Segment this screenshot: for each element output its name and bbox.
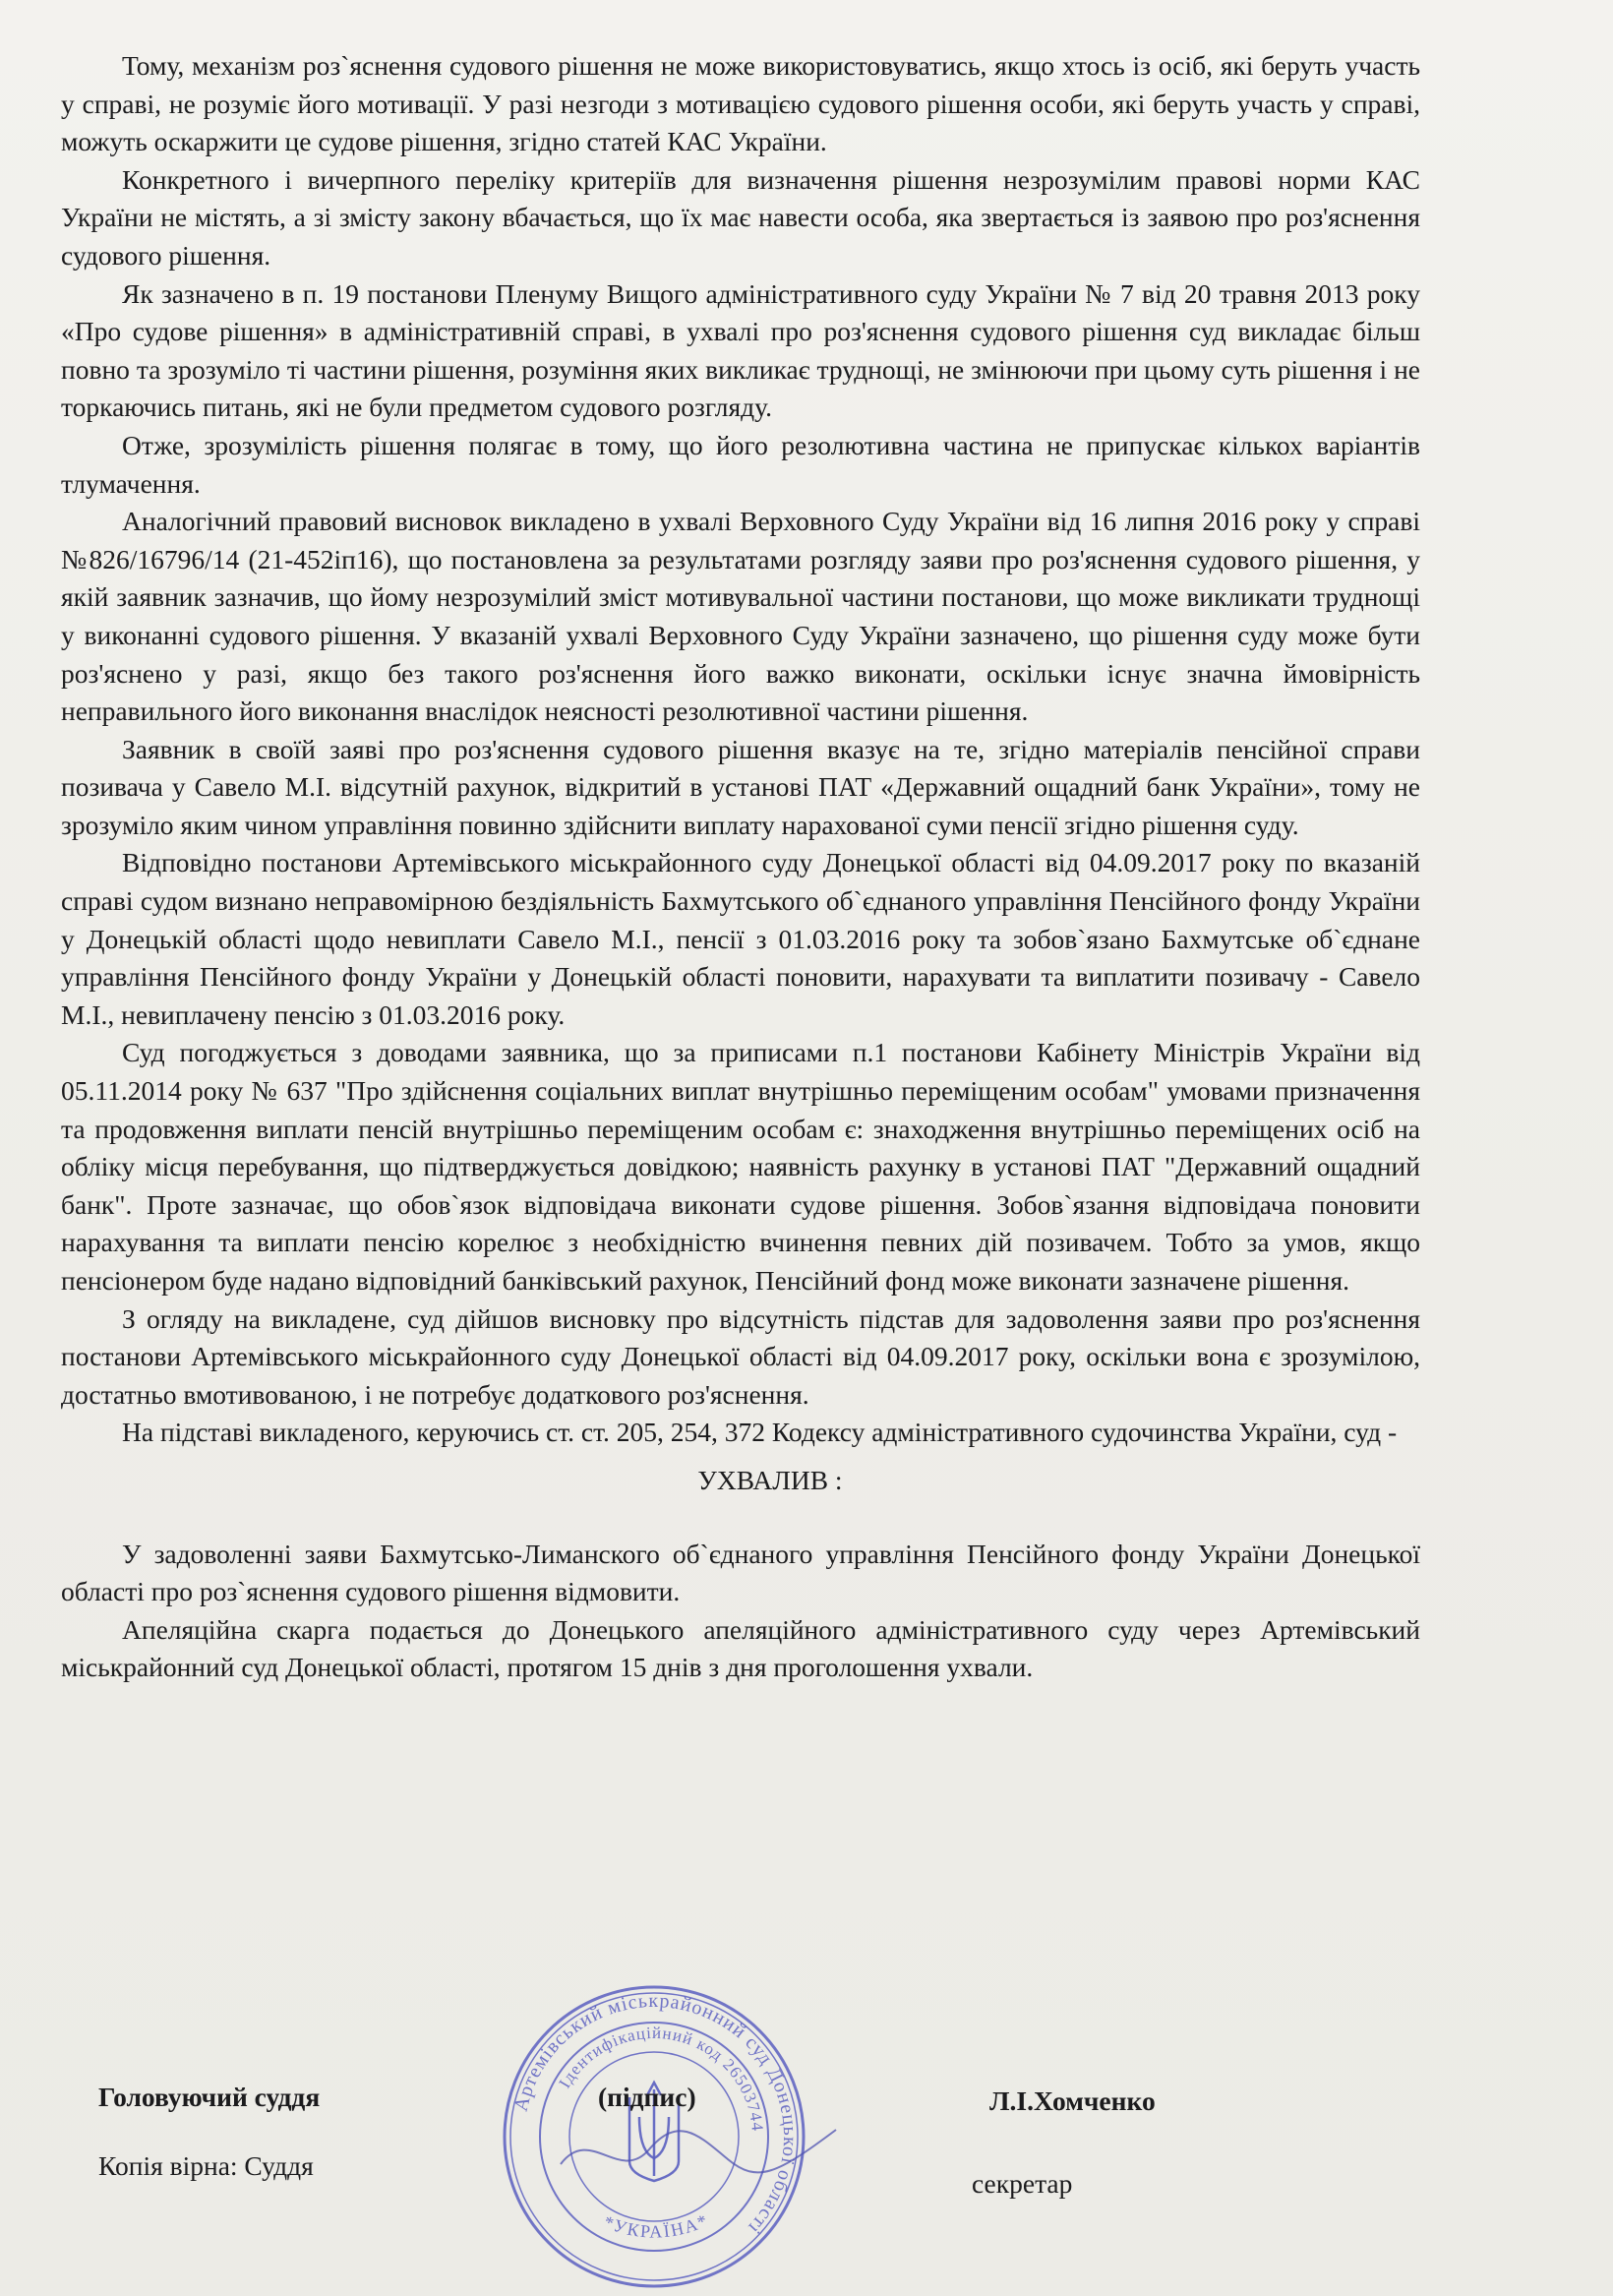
- handwritten-signature: [551, 2115, 846, 2194]
- paragraph: Отже, зрозумілість рішення полягає в тому, що його резолютивна частина не припускає кількох варіантів тлумачення.: [61, 429, 1420, 499]
- paragraph: Суд погоджується з доводами заявника, що за приписами п.1 постанови Кабінету Міністрів України від 05.11.2014 року № 637 "Про здійснення соціальних виплат внутрішньо переміщеним особам" умовами призначення та продовження виплати пенсій внутрішньо переміщеним особам є: знаходження внутрішньо переміщених осіб на обліку місця перебування, що підтверджується довідкою; наявність рахунку в установі ПАТ "Державний ощадний банк". Проте зазначає, що обов`язок відповідача виконати судове рішення. Зобов`язання відповідача поновити нарахування та виплати пенсію корелює з необхідністю вчинення певних дій позивачем. Тобто за умов, якщо пенсіонером буде надано відповідний банківський рахунок, Пенсійний фонд може виконати зазначене рішення.: [61, 1037, 1420, 1296]
- presiding-judge-label: Головуючий суддя: [98, 2082, 321, 2112]
- paragraph: Відповідно постанови Артемівського міськрайонного суду Донецької області від 04.09.2017 року по вказаній справі судом визнано неправомірною бездіяльність Бахмутського об`єднаного управління Пенсійного фонду України у Донецькій області щодо невиплати Савело М.І., пенсії з 01.03.2016 року та зобов`язано Бахмутське об`єднане управління Пенсійного фонду України у Донецькій області поновити, нарахувати та виплатити позивачу - Савело М.І., невиплачену пенсію з 01.03.2016 року.: [61, 847, 1420, 1030]
- resolution-paragraph: Апеляційна скарга подається до Донецького апеляційного адміністративного суду через Артемівський міськрайонний суд Донецької області, протягом 15 днів з дня проголошення ухвали.: [61, 1613, 1420, 1683]
- paragraph: Тому, механізм роз`яснення судового рішення не може використовуватись, якщо хтось із осіб, які беруть участь у справі, не розуміє його мотивації. У разі незгоди з мотивацією судового рішення особи, які беруть участь у справі, можуть оскаржити це судове рішення, згідно статей КАС України.: [61, 50, 1420, 157]
- paragraph: З огляду на викладене, суд дійшов висновку про відсутність підстав для задоволення заяви про роз'яснення постанови Артемівського міськрайонного суду Донецької області від 04.09.2017 року, оскільки вона є зрозумілою, достатньо вмотивованою, і не потребує додаткового роз'яснення.: [61, 1302, 1420, 1410]
- paragraph: Конкретного і вичерпного переліку критеріїв для визначення рішення незрозумілим правові норми КАС України не містять, а зі змісту закону вбачається, що їх має навести особа, яка звертається із заявою про роз'яснення судового рішення.: [61, 163, 1420, 271]
- document-body: [61, 47, 1420, 1687]
- judge-name: Л.І.Хомченко: [989, 2085, 1156, 2116]
- seal-country-text: *УКРАЇНА*: [600, 2209, 712, 2242]
- paragraph: Заявник в своїй заяві про роз'яснення судового рішення вказує на те, згідно матеріалів пенсійної справи позивача у Савело М.І. відсутній рахунок, відкритий в установі ПАТ «Державний ощадний банк України», тому не зрозуміло яким чином управління повинно здійснити виплату нарахованої суми пенсії згідно рішення суду.: [61, 733, 1420, 840]
- resolution-heading: УХВАЛИВ :: [697, 1464, 843, 1495]
- paragraph: На підставі викладеного, керуючись ст. ст. 205, 254, 372 Кодексу адміністративного судочинства України, суд -: [122, 1417, 1398, 1448]
- resolution-paragraph: У задоволенні заяви Бахмутсько-Лиманского об`єднаного управління Пенсійного фонду України Донецької області про роз`яснення судового рішення відмовити.: [61, 1538, 1420, 1607]
- seal-inner-text: Ідентифікаційний код 26503744: [555, 2023, 767, 2133]
- copy-certified-label: Копія вірна: Суддя: [98, 2150, 314, 2181]
- paragraph: Аналогічний правовий висновок викладено в ухвалі Верховного Суду України від 16 липня 2016 року у справі №826/16796/14 (21-452іп16), що постановлена за результатами розгляду заяви про роз'яснення судового рішення, у якій заявник зазначив, що йому незрозумілий зміст мотивувальної частини постанови, що може викликати труднощі у виконанні судового рішення. У вказаній ухвалі Верховного Суду України зазначено, що рішення суду може бути роз'яснено у разі, якщо без такого роз'яснення його важко виконати, оскільки існує значна ймовірність неправильного його виконання внаслідок неясності резолютивної частини рішення.: [61, 506, 1420, 727]
- svg-text:*УКРАЇНА*: [601, 2209, 712, 2241]
- secretary-label: секретар: [972, 2168, 1073, 2199]
- signed-mark: (підпис): [598, 2082, 696, 2112]
- paragraph: Як зазначено в п. 19 постанови Пленуму Вищого адміністративного суду України № 7 від 20 травня 2013 року «Про судове рішення» в адміністративній справі, в ухвалі про роз'яснення судового рішення суд викладає більш повно та зрозуміло ті частини рішення, розуміння яких викликає труднощі, не змінюючи при цьому суть рішення і не торкаючись питань, які не були предметом судового розгляду.: [61, 277, 1420, 423]
- seal-outer-text: Артемівський міськрайонний суд Донецької області: [509, 1989, 802, 2239]
